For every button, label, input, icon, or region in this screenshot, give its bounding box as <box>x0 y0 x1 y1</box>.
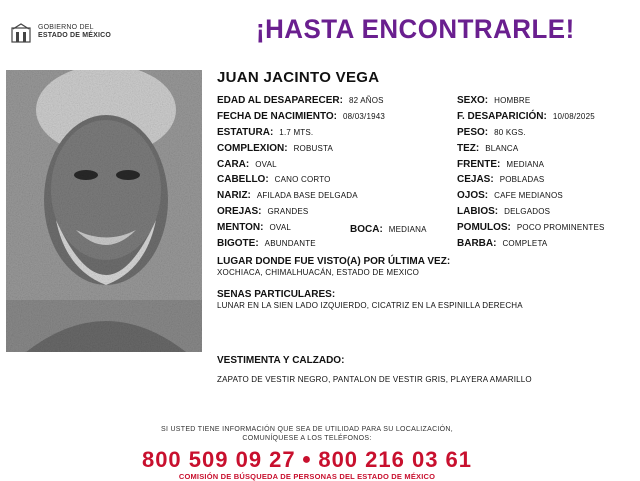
marks-value: LUNAR EN LA SIEN LADO IZQUIERDO, CICATRIZ EN LA ESPINILLA DERECHA <box>217 301 523 310</box>
government-logo <box>10 20 130 48</box>
field-hair: CABELLO: CANO CORTO <box>217 174 331 185</box>
field-complexion: TEZ: BLANCA <box>457 143 519 154</box>
field-forehead: FRENTE: MEDIANA <box>457 159 545 170</box>
field-eyebrows: CEJAS: POBLADAS <box>457 174 545 185</box>
missing-person-photo <box>6 70 202 352</box>
person-name: JUAN JACINTO VEGA <box>217 69 380 86</box>
clothing-label: VESTIMENTA Y CALZADO: <box>217 355 345 366</box>
logo-line-2: ESTADO DE MÉXICO <box>38 32 112 39</box>
field-nose: NARIZ: AFILADA BASE DELGADA <box>217 190 358 201</box>
field-height: ESTATURA: 1.7 MTS. <box>217 127 314 138</box>
field-lips: LABIOS: DELGADOS <box>457 206 551 217</box>
field-age: EDAD AL DESAPARECER: 82 AÑOS <box>217 95 384 106</box>
bullet-separator: ● <box>301 451 313 468</box>
field-sex: SEXO: HOMBRE <box>457 95 531 106</box>
phone-numbers <box>0 447 614 473</box>
marks-label: SENAS PARTICULARES: <box>217 289 336 300</box>
field-weight: PESO: 80 KGS. <box>457 127 526 138</box>
field-ears: OREJAS: GRANDES <box>217 206 309 217</box>
footer-note-line-2: COMUNÍQUESE A LOS TELÉFONOS: <box>242 435 372 442</box>
phone-number-2[interactable]: 800 216 03 61 <box>318 447 473 472</box>
logo-line-1: GOBIERNO DEL <box>38 24 94 31</box>
field-chin: MENTON: OVAL <box>217 222 292 233</box>
field-face: CARA: OVAL <box>217 159 277 170</box>
field-cheekbones: POMULOS: POCO PROMINENTES <box>457 222 605 233</box>
headline: ¡HASTA ENCONTRARLE! <box>256 14 575 44</box>
field-birthdate: FECHA DE NACIMIENTO: 08/03/1943 <box>217 111 386 122</box>
field-eyes: OJOS: CAFE MEDIANOS <box>457 190 563 201</box>
footer-note-line-1: SI USTED TIENE INFORMACIÓN QUE SEA DE UTILIDAD PARA SU LOCALIZACIÓN, <box>160 426 454 433</box>
commission-name: COMISIÓN DE BÚSQUEDA DE PERSONAS DEL ESTADO DE MÉXICO <box>178 472 436 481</box>
last-seen-label: LUGAR DONDE FUE VISTO(A) POR ÚLTIMA VEZ: <box>217 256 451 267</box>
field-build: COMPLEXION: ROBUSTA <box>217 143 334 154</box>
clothing-value: ZAPATO DE VESTIR NEGRO, PANTALON DE VESTIR GRIS, PLAYERA AMARILLO <box>217 375 532 384</box>
state-emblem-icon <box>10 22 32 44</box>
last-seen-value: XOCHIACA, CHIMALHUACÁN, ESTADO DE MEXICO <box>217 268 420 277</box>
field-mouth: BOCA: MEDIANA <box>350 224 427 235</box>
phone-number-1[interactable]: 800 509 09 27 <box>141 447 296 472</box>
field-beard: BARBA: COMPLETA <box>457 238 548 249</box>
field-disappearance-date: F. DESAPARICIÓN: 10/08/2025 <box>457 111 595 122</box>
portrait-image <box>6 70 202 352</box>
field-mustache: BIGOTE: ABUNDANTE <box>217 238 316 249</box>
